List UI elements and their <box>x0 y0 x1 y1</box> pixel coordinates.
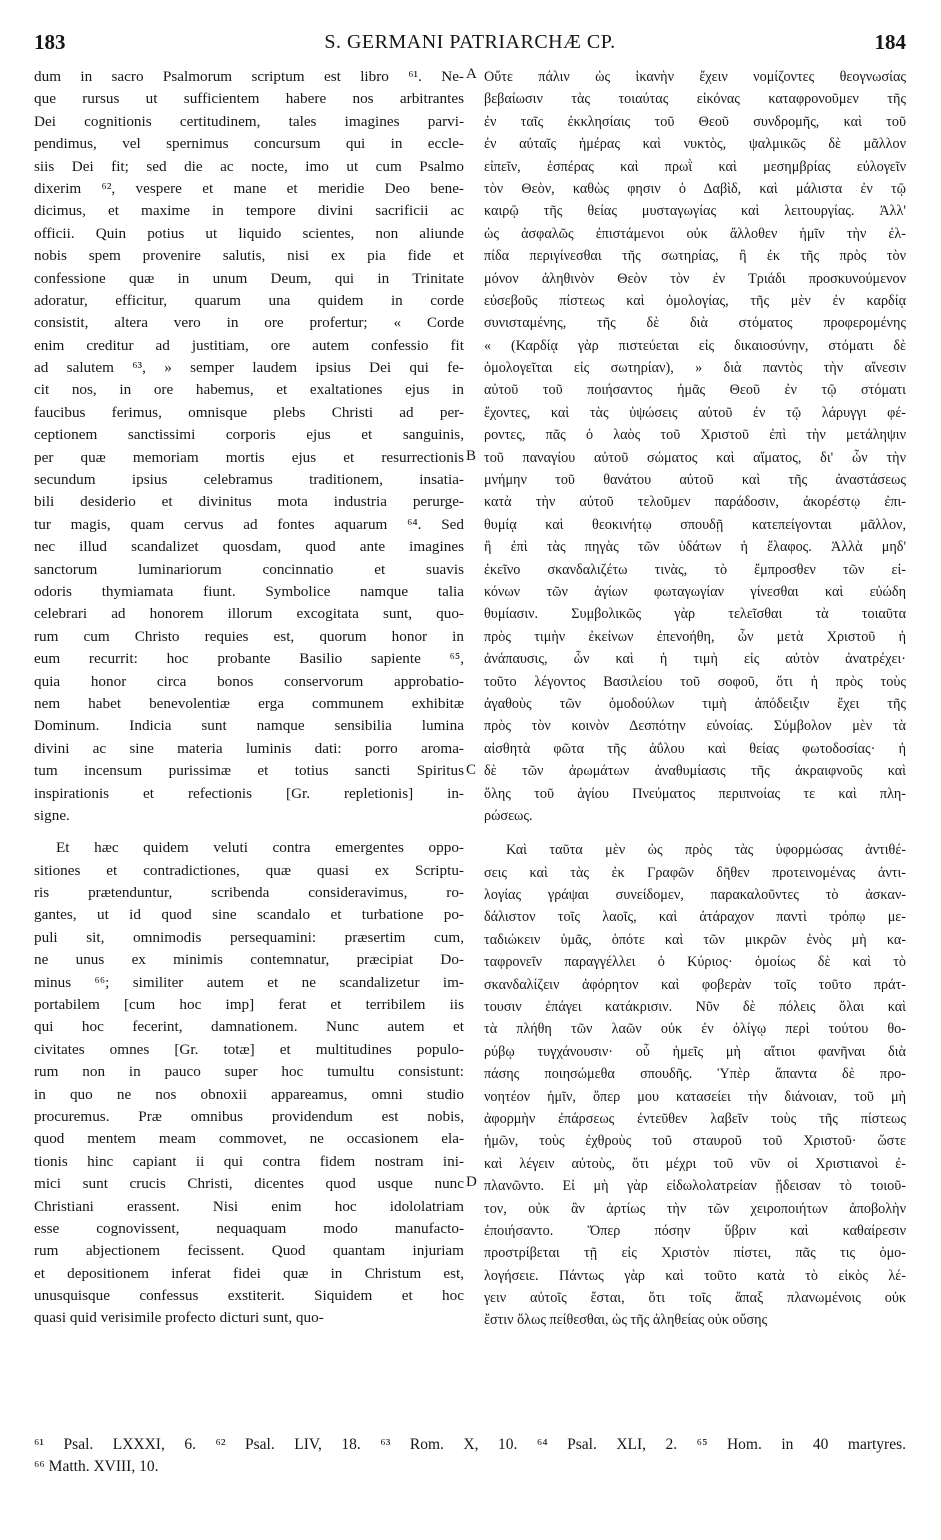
text-line: signe. <box>34 806 70 824</box>
text-line: tur magis, quam cervus ad fontes aquarum ⁶⁴. Sed <box>34 515 464 533</box>
text-line: σεις καὶ τὰς ἐκ Γραφῶν δῆθεν προτεινομένας ἀντι- <box>484 864 906 881</box>
text-line: πίδα περιγίνεσθαι τῆς σωτηρίας, ἢ ἐκ τῆς πρὸς τὸν <box>484 248 906 265</box>
text-line: sanctorum luminariorum concinnatio et suavis <box>34 560 464 578</box>
text-line: ἐν ταῖς ἐκκλησίαις τοῦ Θεοῦ συνδρομῆς, καὶ τοῦ <box>484 113 906 130</box>
margin-letter-b: B <box>466 448 477 464</box>
text-line: εἰπεῖν, ἑσπέρας καὶ πρωῒ καὶ μεσημβρίας εὐλογεῖν <box>484 158 906 175</box>
text-line: μνήμην τοῦ θανάτου αὐτοῦ καὶ τῆς ἀναστάσεως <box>484 472 906 489</box>
text-line: ὁμολογεῖται εἰς σωτηρίαν), » διὰ παντὸς τὴν αἴνεσιν <box>484 360 906 377</box>
text-line: bili desiderio et divinitus mota industria perurge- <box>34 493 464 511</box>
text-line: λογίας γράψαι συνείδομεν, παρακαλοῦντες τὸ ἀσκαν- <box>484 887 906 904</box>
text-line: τοῦτο λέγοντος Βασιλείου τοῦ σοφοῦ, ὅτι ἡ πρὸς τοὺς <box>484 673 906 690</box>
text-line: ροντες, πᾶς ὁ λαὸς τοῦ Χριστοῦ ἐπὶ τὴν μετάληψιν <box>484 427 906 444</box>
text-line: tum incensum purissimæ et totius sancti Spiritus <box>34 762 464 780</box>
text-line: ἀνάπαυσις, ὧν καὶ ἡ τιμὴ εἰς αὐτὸν ἀνατρέχει· <box>484 651 906 668</box>
latin-column <box>34 66 464 1330</box>
text-line: τὸν Θεὸν, καθὼς φησιν ὁ Δαβὶδ, καὶ μάλιστα ἐν τῷ <box>484 180 906 197</box>
running-title: S. GERMANI PATRIARCHÆ CP. <box>324 31 616 53</box>
text-line: ceptionem sanctissimi corporis ejus et sanguinis, <box>34 426 464 444</box>
margin-letter-c: C <box>466 762 477 778</box>
text-line: κόνων τῶν ἁγίων φωταγωγίαν γίνεσθαι καὶ εὐώδη <box>484 583 906 600</box>
text-line: « (Καρδίᾳ γὰρ πιστεύεται εἰς δικαιοσύνην, στόματι δὲ <box>484 337 906 354</box>
text-line: esse cognovissent, nequaquam modo manufacto- <box>34 1219 464 1237</box>
text-line: consistit, altera vero in ore profertur; « Corde <box>34 314 464 332</box>
text-line: προστρίβεται τῇ εἰς Χριστὸν πίστει, πᾶς τις ὁμο- <box>484 1245 906 1262</box>
text-line: πρὸς τὸν κοινὸν Δεσπότην εὐνοίας. Σύμβολον μὲν τὰ <box>484 718 906 735</box>
text-line: minus ⁶⁶; similiter autem et ne scandalizetur im- <box>34 973 464 991</box>
text-line: ταφρονεῖν παραγγέλλει ὁ Κύριος· ὁμοίως δὲ καὶ τὸ <box>484 954 906 971</box>
text-line: γειν αὐτοῖς ἔσται, ὅτι τοῖς ἅπαξ πλανωμένοις οὐκ <box>484 1290 906 1307</box>
text-line: cit nos, in ore habemus, et exaltationes ejus in <box>34 381 464 399</box>
text-line: tionis hinc capiant ii qui contra fidem nostram ini- <box>34 1152 464 1170</box>
text-line: dum in sacro Psalmorum scriptum est libro ⁶¹. Ne- <box>34 68 464 85</box>
text-line: ἐποιήσαντο. Ὅπερ πόσην ὕβριν καὶ καθαίρεσιν <box>484 1222 906 1239</box>
text-line: civitates omnes [Gr. totæ] et multitudines populo- <box>34 1040 464 1058</box>
text-line: secundum ipsius celebramus traditionem, insatia- <box>34 471 464 489</box>
text-line: τον, οὐκ ἂν ἀρτίως τὴν τῶν χειροποιήτων ἀποβολὴν <box>484 1200 906 1217</box>
margin-letter-d: D <box>466 1174 477 1190</box>
text-line: ἀφορμὴν ἐπάρσεως ἐντεῦθεν λαβεῖν τοὺς τῆς πίστεως <box>484 1110 906 1127</box>
text-line: ad salutem ⁶³, » semper laudem ipsius Dei qui fe- <box>34 359 464 377</box>
text-line: ne unus ex minimis contemnatur, præcipiat Do- <box>34 951 464 969</box>
text-line: inspirationis et refectionis [Gr. repletionis] in- <box>34 784 464 802</box>
text-line: σκανδαλίζειν ἀφόρητον καὶ φοβερὰν τοῖς τοῦτο πράτ- <box>484 976 906 993</box>
text-line: siis Dei fit; sed die ac nocte, imo ut cum Psalmo <box>34 157 464 175</box>
text-line: εὐσεβοῦς πίστεως καὶ ὁμολογίας, τῆς μὲν ἐν καρδίᾳ <box>484 292 906 309</box>
text-line: ἔχοντες, καὶ τὰς ὑψώσεις αὐτοῦ ἐν τῷ λάρυγγι φέ- <box>484 404 906 421</box>
text-line: sitiones et contradictiones, quæ quasi ex Scriptu- <box>34 861 464 879</box>
text-line: nem habet benevolentiæ erga communem exhibitæ <box>34 694 464 712</box>
text-line: Et hæc quidem veluti contra emergentes oppo- <box>56 839 464 857</box>
text-line: eum recurrit: hoc probante Basilio sapiente ⁶⁵, <box>34 650 464 668</box>
text-line: μόνον ἀληθινὸν Θεὸν τὸν ἐν Τριάδι προσκυνούμενον <box>484 270 906 287</box>
text-line: βεβαίωσιν τὰς τοιαύτας εἰκόνας καταφρονοῦμεν τῆς <box>484 91 906 108</box>
text-line: puli sit, omnimodis persequamini: præsertim cum, <box>34 928 464 946</box>
text-line: rum cum Christo requies est, quorum honor in <box>34 627 464 645</box>
text-line: ὅλης τοῦ ἁγίου Πνεύματος περιπνοίας τε καὶ πλη- <box>484 785 906 802</box>
footnote-line: ⁶¹ Psal. LXXXI, 6. ⁶² Psal. LIV, 18. ⁶³ Rom. X, 10. ⁶⁴ Psal. XLI, 2. ⁶⁵ Hom. in 40 martyres. <box>34 1436 906 1453</box>
text-line: in quo ne nos obnoxii appareamus, omni studio <box>34 1085 464 1103</box>
text-line: αὐτοῦ τοῦ ποιήσαντος ἡμᾶς Θεοῦ ἐν τῷ στόματι <box>484 382 906 399</box>
text-line: καιρῷ τῆς θείας μυσταγωγίας καὶ λειτουργίας. Ἀλλ' <box>484 203 906 220</box>
text-line: θυμίασιν. Συμβολικῶς γὰρ τελεῖσθαι τὰ τοιαῦτα <box>484 606 906 623</box>
text-line: dicimus, et maxime in tempore divini sacrificii ac <box>34 202 464 220</box>
text-line: faucibus ferimus, omnisque plebs Christi ad per- <box>34 403 464 421</box>
text-line: συνισταμένης, τῆς δὲ διὰ στόματος προφερομένης <box>484 315 906 332</box>
text-line: quasi quid verisimile profecto dicturi sunt, quo- <box>34 1309 324 1327</box>
text-line: ὡς ἀσφαλῶς ἐπιστάμενοι οὐκ ἄλλοθεν ἡμῖν τὴν ἐλ- <box>484 225 906 242</box>
paragraph-gap <box>484 827 906 839</box>
page-header <box>34 30 906 64</box>
text-line: ἐν αὐταῖς ἡμέρας καὶ νυκτὸς, ψαλμικῶς δὲ μᾶλλον <box>484 136 906 153</box>
footnote-line: ⁶⁶ Matth. XVIII, 10. <box>34 1458 159 1475</box>
text-line: τὰ πλήθη τῶν λαῶν οὐκ ἐν ὀλίγῳ περὶ τούτου θο- <box>484 1021 906 1038</box>
text-line: confessione quæ in unum Deum, qui in Trinitate <box>34 269 464 287</box>
text-line: ἢ ἐπὶ τὰς πηγὰς τῶν ὑδάτων ἡ ἔλαφος. Ἀλλὰ μηδ' <box>484 539 906 556</box>
paragraph-gap <box>34 827 464 837</box>
text-line: portabilem [cum hoc imp] ferat et terribilem iis <box>34 996 464 1014</box>
text-line: Οὔτε πάλιν ὡς ἱκανὴν ἔχειν νομίζοντες θεογνωσίας <box>484 69 906 85</box>
text-line: nec illud scandalizet quosdam, quod ante imagines <box>34 538 464 556</box>
text-line: enim creditur ad justitiam, ore autem confessio fit <box>34 336 464 354</box>
text-line: divini ac sine materia luminis dati: porro aroma- <box>34 739 464 757</box>
text-line: ris prætenduntur, scribenda consideravimus, ro- <box>34 884 464 902</box>
text-line: θυμίᾳ καὶ θεοκινήτῳ σπουδῇ κατεπείγονται μᾶλλον, <box>484 516 906 533</box>
text-line: et depositionem inferat fidei quæ in Christum est, <box>34 1264 464 1282</box>
text-line: κατὰ τὴν αὐτοῦ τελοῦμεν παράδοσιν, ἀκορέστῳ ἐπι- <box>484 494 906 511</box>
text-line: πρὸς τιμὴν ἐκείνων ἐπενοήθη, ὧν μετὰ Χριστοῦ ἡ <box>484 628 906 645</box>
text-line: odoris thymiamata fiunt. Symbolice namque talia <box>34 582 464 600</box>
text-line: ἔστιν ὅλως πείθεσθαι, ὡς τῆς ἀληθείας οὐκ οὔσης <box>484 1312 768 1329</box>
text-line: celebrari ad honorem illorum excogitata sunt, quo- <box>34 605 464 623</box>
text-line: ρύβῳ τυγχάνουσιν· οὗ ἡμεῖς μὴ αἴτιοι φανῆναι διὰ <box>484 1043 906 1060</box>
text-line: pendimus, vel spernimus concursum qui in eccle- <box>34 135 464 153</box>
text-line: πλανῶντο. Εἰ μὴ γὰρ εἰδωλολατρείαν ᾔδεισαν τὸ τοιοῦ- <box>484 1178 906 1195</box>
text-line: adoratur, efficitur, quarum una quidem in corde <box>34 291 464 309</box>
text-line: τουσιν ἐπάγει κατάκρισιν. Νῦν δὲ πόλεις ὅλαι καὶ <box>484 999 906 1016</box>
text-line: πάσης ποιησώμεθα σπουδῆς. Ὑπὲρ ἅπαντα δὲ προ- <box>484 1066 906 1083</box>
text-line: per quæ memoriam mortis ejus et resurrectionis <box>34 448 464 466</box>
text-line: Christiani erassent. Nisi enim hoc idololatriam <box>34 1197 464 1215</box>
page-number-left: 183 <box>34 30 66 54</box>
footnotes <box>34 1434 906 1478</box>
text-line: ρώσεως. <box>484 807 533 824</box>
text-line: officii. Quin potius ut liquido scientes, non aliunde <box>34 224 464 242</box>
text-line: Dominum. Indicia sunt namque sensibilia lumina <box>34 717 464 735</box>
text-line: rum non in pauco super hoc tumultu consistunt: <box>34 1063 464 1081</box>
text-line: unusquisque confessus exstiterit. Siquidem et hoc <box>34 1287 464 1305</box>
text-line: que rursus ut sufficientem habere nos arbitrantes <box>34 90 464 108</box>
text-line: nobis spem provenire salutis, nisi ex pia fide et <box>34 247 464 265</box>
text-line: gantes, ut id quod sine scandalo et turbatione po- <box>34 906 464 924</box>
text-line: qui hoc fecerint, damnationem. Nunc autem et <box>34 1018 464 1036</box>
text-line: ἐκεῖνο σκανδαλιζέτω τινὰς, τὸ ἔμπροσθεν τῶν εἰ- <box>484 561 906 578</box>
text-line: Dei cognitionis certitudinem, tales imagines parvi- <box>34 112 464 130</box>
text-line: dixerim ⁶², vespere et mane et meridie Deo bene- <box>34 179 464 197</box>
text-line: αἰσθητὰ φῶτα τῆς ἀΰλου καὶ θείας φωτοδοσίας· ἡ <box>484 740 906 757</box>
margin-letter-a: A <box>466 66 477 82</box>
text-line: procuremus. Præ omnibus providendum est nobis, <box>34 1107 464 1125</box>
text-line: mici sunt crucis Christi, dicentes quod usque nunc <box>34 1175 464 1193</box>
text-line: τοῦ παναγίου αὐτοῦ σώματος καὶ αἵματος, δι' ὧν τὴν <box>484 449 906 466</box>
text-line: ταδιώκειν ὑμᾶς, ὁπότε καὶ τῶν μικρῶν ἑνὸς μὴ κα- <box>484 931 906 948</box>
text-line: ἡμῶν, τοὺς ἐχθροὺς τοῦ σταυροῦ τοῦ Χριστοῦ· ὥστε <box>484 1133 906 1150</box>
text-line: λογήσειε. Πάντως γὰρ καὶ τοῦτο κατὰ τὸ εἰκὸς λέ- <box>484 1267 906 1284</box>
text-line: Καὶ ταῦτα μὲν ὡς πρὸς τὰς ὑφορμώσας ἀντιθέ- <box>506 842 906 859</box>
text-line: δὲ τῶν ἀρωμάτων ἀναθυμίασις τῆς ἀκραιφνοῦς καὶ <box>484 763 906 780</box>
text-line: δάλιστον τοῖς λαοῖς, καὶ ἀτάραχον παντὶ τρόπῳ με- <box>484 909 906 926</box>
text-line: ἀγαθοὺς τῶν ὁμοδούλων τιμὴ ἀπόδειξιν ἔχει τῆς <box>484 695 906 712</box>
text-line: rum abjectionem fecissent. Quod quantam injuriam <box>34 1242 464 1260</box>
page-number-right: 184 <box>874 30 906 54</box>
text-line: quia honor circa bonos conservorum approbatio- <box>34 672 464 690</box>
text-line: καὶ λέγειν αὐτοὺς, ὅτι μέχρι τοῦ νῦν οἱ Χριστιανοὶ ἐ- <box>484 1155 906 1172</box>
text-line: νοητέον ἡμῖν, ὅπερ μου κατασείει τὴν διάνοιαν, τοῦ μὴ <box>484 1088 906 1105</box>
greek-column <box>484 66 906 1332</box>
text-line: quod mentem meam commovet, ne occasionem ela- <box>34 1130 464 1148</box>
